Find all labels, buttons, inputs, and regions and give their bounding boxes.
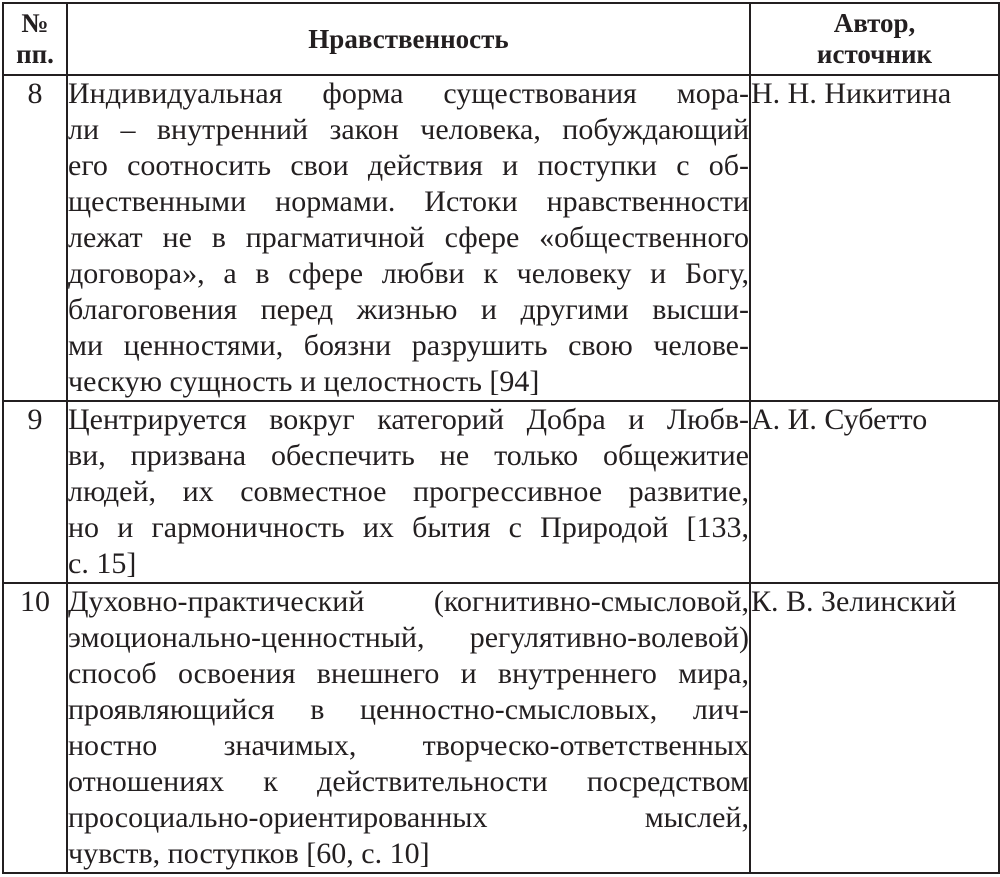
definition-line: ви, призвана обеспечить не только общежитие — [68, 439, 749, 472]
definition-line: с. 15] — [68, 547, 137, 580]
definition-line: ми ценностями, боязни разрушить свою челове- — [68, 329, 749, 362]
row-definition — [67, 75, 750, 401]
row-definition — [67, 401, 750, 583]
header-number-line1: № — [21, 8, 49, 38]
definition-line: но и гармоничность их бытия с Природой [133, — [68, 511, 749, 544]
header-author-line2: источник — [816, 39, 933, 69]
definition-line: Индивидуальная форма существования мора- — [68, 77, 749, 110]
definition-line: благоговения перед жизнью и другими высши- — [68, 293, 749, 326]
header-number — [3, 3, 67, 75]
row-number: 8 — [3, 75, 67, 401]
table-row — [3, 401, 999, 583]
header-number-line2: пп. — [16, 39, 54, 69]
row-author: К. В. Зелинский — [750, 583, 999, 873]
definition-line: ческую сущность и целостность [94] — [68, 365, 540, 398]
table-row — [3, 75, 999, 401]
definition-line: способ освоения внешнего и внутреннего мира, — [68, 657, 749, 690]
definition-line: эмоционально-ценностный, регулятивно-волевой) — [68, 621, 749, 654]
header-author-line1: Автор, — [833, 8, 916, 38]
header-author — [750, 3, 999, 75]
definition-line: просоциально-ориентированных мыслей, — [68, 801, 749, 834]
row-definition — [67, 583, 750, 873]
definition-line: договора», а в сфере любви к человеку и Богу, — [68, 257, 749, 290]
definition-line: Центрируется вокруг категорий Добра и Любв- — [68, 403, 749, 436]
definition-line: его соотносить свои действия и поступки с об- — [68, 149, 749, 182]
definition-line: проявляющийся в ценностно-смысловых, лич- — [68, 693, 749, 726]
definition-line: ностно значимых, творческо-ответственных — [68, 729, 749, 762]
definitions-table — [2, 2, 1000, 874]
row-author: Н. Н. Никитина — [750, 75, 999, 401]
table-header-row — [3, 3, 999, 75]
definition-line: чувств, поступков [60, с. 10] — [68, 837, 430, 870]
row-author: А. И. Субетто — [750, 401, 999, 583]
row-number: 10 — [3, 583, 67, 873]
definition-line: Духовно-практический (когнитивно-смысловой, — [68, 585, 749, 618]
definition-line: щественными нормами. Истоки нравственности — [68, 185, 749, 218]
definition-line: ли – внутренний закон человека, побуждающий — [68, 113, 749, 146]
definition-line: лежат не в прагматичной сфере «общественного — [68, 221, 749, 254]
header-main: Нравственность — [67, 3, 750, 75]
definition-line: людей, их совместное прогрессивное развитие, — [68, 475, 749, 508]
table-row — [3, 583, 999, 873]
row-number: 9 — [3, 401, 67, 583]
definition-line: отношениях к действительности посредством — [68, 765, 749, 798]
